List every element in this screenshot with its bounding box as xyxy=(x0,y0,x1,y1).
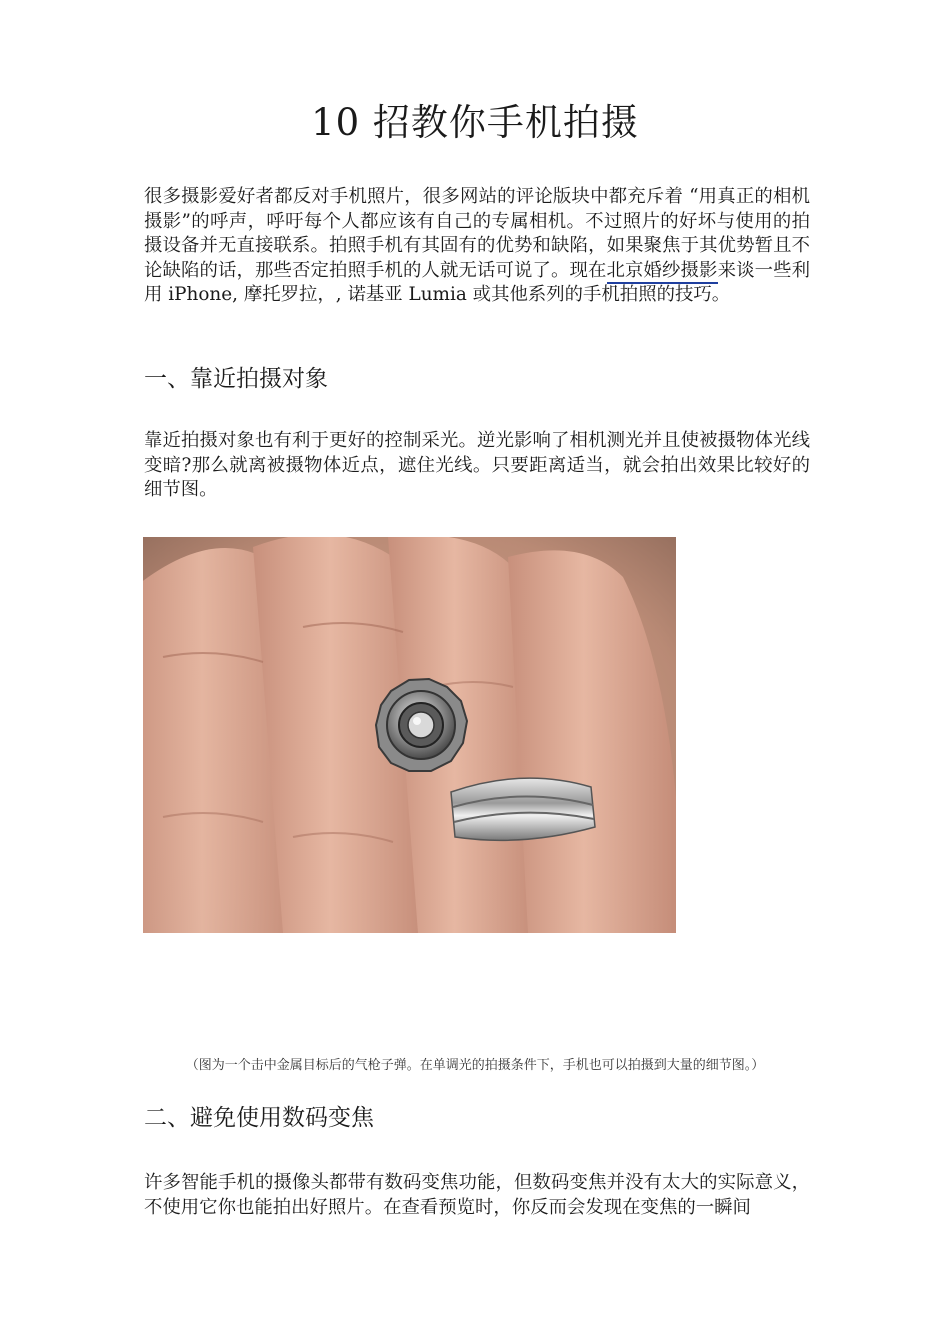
intro-text-before-link: 很多摄影爱好者都反对手机照片，很多网站的评论版块中都充斥着 “用真正的相机摄影”的呼声，呼吁每个人都应该有自己的专属相机。不过照片的好坏与使用的拍摄设备并无直接联系。拍照手机有其固有的优势和缺陷，如果聚焦于其优势暂且不论缺陷的话，那些否定拍照手机的人就无话可说了。现在 xyxy=(144,186,810,281)
intro-paragraph xyxy=(144,185,810,308)
photo-caption: （图为一个击中金属目标后的气枪子弹。在单调光的拍摄条件下，手机也可以拍摄到大量的细节图。） xyxy=(185,1058,765,1073)
section-body-avoid-digital-zoom: 许多智能手机的摄像头都带有数码变焦功能，但数码变焦并没有太大的实际意义，不使用它你也能拍出好照片。在查看预览时，你反而会发现在变焦的一瞬间 xyxy=(144,1172,810,1218)
page-title: 10 招教你手机拍摄 xyxy=(311,101,639,144)
wedding-photography-link[interactable]: 北京婚纱摄影 xyxy=(607,260,718,284)
section-body-get-close: 靠近拍摄对象也有利于更好的控制采光。逆光影响了相机测光并且使被摄物体光线变暗?那么就离被摄物体近点，遮住光线。只要距离适当，就会拍出效果比较好的细节图。 xyxy=(144,430,810,501)
section-heading-get-close: 一、靠近拍摄对象 xyxy=(144,366,328,392)
pellet-on-finger-photo xyxy=(143,537,676,933)
section-heading-avoid-digital-zoom: 二、避免使用数码变焦 xyxy=(144,1105,374,1131)
intro-text-after-link: 来谈一些利用 iPhone, 摩托罗拉，, 诺基亚 Lumia 或其他系列的手机拍照的技巧。 xyxy=(144,259,810,306)
